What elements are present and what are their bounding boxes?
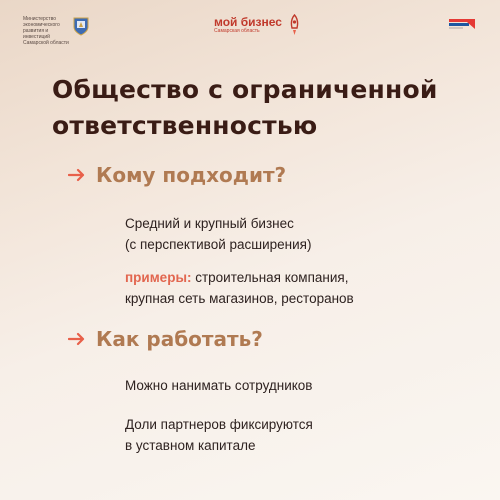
paragraph-hiring xyxy=(125,375,455,396)
paragraph-shares xyxy=(125,414,455,456)
section-title: Кому подходит? xyxy=(96,163,287,187)
section-title: Как работать? xyxy=(96,327,263,351)
paragraph-line: (с перспективой расширения) xyxy=(125,237,312,252)
ministry-line: Самарской области xyxy=(23,40,69,46)
brand-region: Самарская область xyxy=(214,27,260,34)
ministry-line: развития и инвестиций xyxy=(23,28,50,40)
examples-label: примеры: xyxy=(125,270,192,285)
arrow-right-icon xyxy=(68,168,86,182)
rocket-icon xyxy=(288,14,301,36)
page-title xyxy=(52,72,438,144)
paragraph-line: Можно нанимать сотрудников xyxy=(125,378,313,393)
arrow-right-icon xyxy=(68,332,86,346)
paragraph-line xyxy=(125,267,455,288)
section-heading-how xyxy=(68,327,263,351)
ministry-line: Министерство xyxy=(23,16,56,22)
title-line: ответственностью xyxy=(52,111,318,140)
ministry-logo xyxy=(23,16,89,46)
brand-name: мой бизнес xyxy=(214,14,282,29)
paragraph-line: Средний и крупный бизнес xyxy=(125,216,294,231)
moy-biznes-logo xyxy=(214,14,301,36)
paragraph-suitable-for xyxy=(125,213,455,255)
ministry-name xyxy=(23,16,69,46)
paragraph-line: в уставном капитале xyxy=(125,438,256,453)
ministry-line: экономического xyxy=(23,22,60,28)
header xyxy=(0,0,500,50)
national-projects-logo-icon xyxy=(447,17,479,31)
coat-of-arms-icon xyxy=(73,16,89,36)
section-heading-who xyxy=(68,163,286,187)
paragraph-line: крупная сеть магазинов, ресторанов xyxy=(125,291,354,306)
examples-text: строительная компания, xyxy=(191,270,349,285)
paragraph-line: Доли партнеров фиксируются xyxy=(125,417,313,432)
paragraph-examples xyxy=(125,267,455,309)
title-line: Общество с ограниченной xyxy=(52,75,438,104)
